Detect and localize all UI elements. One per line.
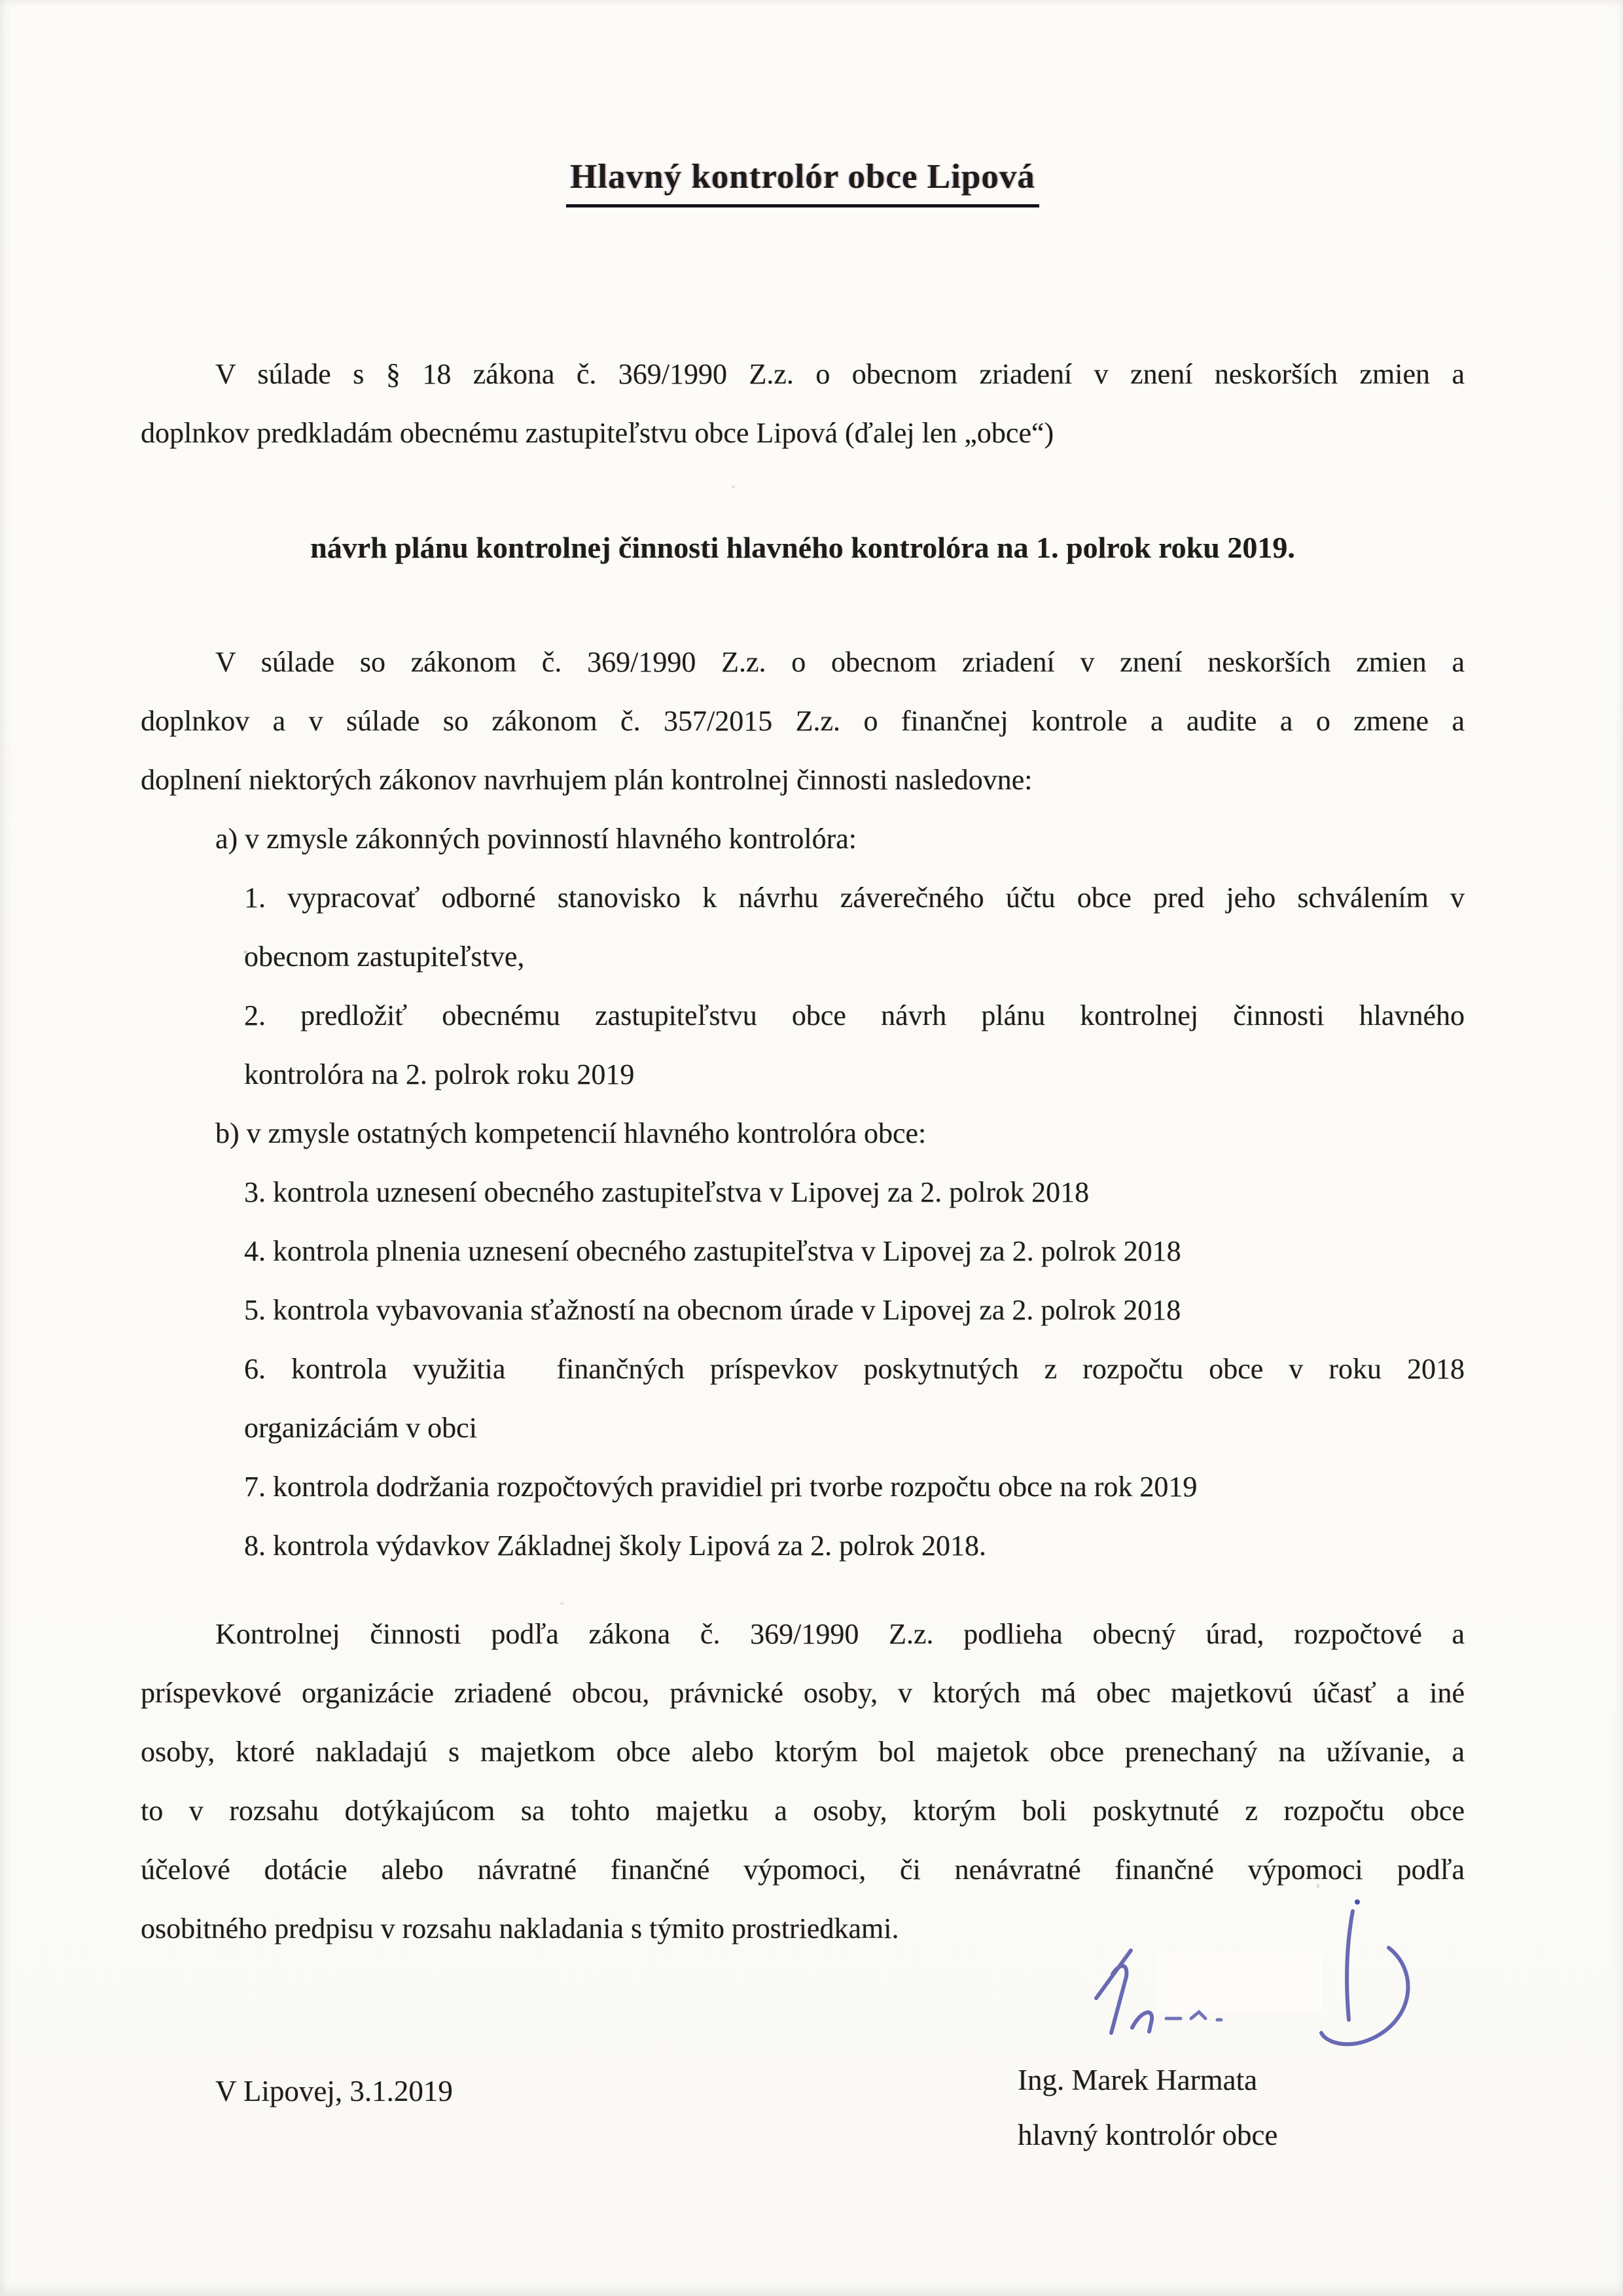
- text-line: 3. kontrola uznesení obecného zastupiteľstva v Lipovej za 2. polrok 2018: [244, 1176, 1090, 1208]
- text-line: doplnkov a v súlade so zákonom č. 357/2015 Z.z. o finančnej kontrole a audite a o zmene a: [141, 705, 1465, 737]
- text-line: 2. predložiť obecnému zastupiteľstvu obce návrh plánu kontrolnej činnosti hlavného: [244, 999, 1465, 1031]
- text-line: 4. kontrola plnenia uznesení obecného zastupiteľstva v Lipovej za 2. polrok 2018: [244, 1235, 1181, 1267]
- place-date: V Lipovej, 3.1.2019: [215, 2075, 453, 2108]
- plan-item-4: [244, 1222, 1465, 1281]
- text-line: doplnení niektorých zákonov navrhujem plán kontrolnej činnosti nasledovne:: [141, 764, 1033, 796]
- text-line: organizáciám v obci: [244, 1412, 477, 1444]
- plan-item-7: [244, 1458, 1465, 1516]
- legal-paragraph: [141, 633, 1465, 810]
- closing-paragraph: [141, 1605, 1465, 1958]
- scan-speck: [560, 1602, 563, 1605]
- intro-paragraph: [141, 345, 1465, 463]
- text-line: kontrolóra na 2. polrok roku 2019: [244, 1058, 635, 1090]
- text-line: účelové dotácie alebo návratné finančné výpomoci, či nenávratné finančné výpomoci podľa: [141, 1854, 1465, 1886]
- title-row: [141, 0, 1465, 207]
- signer-name: Ing. Marek Harmata: [1018, 2064, 1258, 2096]
- text-line: osoby, ktoré nakladajú s majetkom obce alebo ktorým bol majetok obce prenechaný na užívanie, a: [141, 1736, 1465, 1768]
- signature-block: [141, 2062, 1465, 2232]
- text-line: obecnom zastupiteľstve,: [244, 941, 525, 973]
- text-line: Kontrolnej činnosti podľa zákona č. 369/1990 Z.z. podlieha obecný úrad, rozpočtové a: [215, 1618, 1465, 1650]
- text-line: doplnkov predkladám obecnému zastupiteľstvu obce Lipová (ďalej len „obce“): [141, 417, 1054, 449]
- text-line: 6. kontrola využitia finančných príspevkov poskytnutých z rozpočtu obce v roku 2018: [244, 1353, 1465, 1385]
- scan-speck: [243, 950, 247, 954]
- scan-speck: [732, 486, 735, 488]
- text-line: 8. kontrola výdavkov Základnej školy Lipová za 2. polrok 2018.: [244, 1530, 986, 1562]
- scan-speck: [1317, 1884, 1319, 1888]
- text-line: 5. kontrola vybavovania sťažností na obecnom úrade v Lipovej za 2. polrok 2018: [244, 1294, 1181, 1326]
- text-line: 7. kontrola dodržania rozpočtových pravidiel pri tvorbe rozpočtu obce na rok 2019: [244, 1471, 1198, 1503]
- plan-item-8: [244, 1516, 1465, 1575]
- subject-heading: návrh plánu kontrolnej činnosti hlavného kontrolóra na 1. polrok roku 2019.: [310, 531, 1295, 564]
- text-line: osobitného predpisu v rozsahu nakladania s týmito prostriedkami.: [141, 1912, 899, 1945]
- plan-item-6: [244, 1340, 1465, 1458]
- text-line: príspevkové organizácie zriadené obcou, právnické osoby, v ktorých má obec majetkovú účasť a iné: [141, 1677, 1465, 1709]
- document-title: Hlavný kontrolór obce Lipová: [566, 154, 1039, 207]
- text-line: V súlade so zákonom č. 369/1990 Z.z. o obecnom zriadení v znení neskorších zmien a: [215, 646, 1465, 678]
- text-line: 1. vypracovať odborné stanovisko k návrhu záverečného účtu obce pred jeho schválením v: [244, 882, 1465, 914]
- plan-item-3: [244, 1163, 1465, 1222]
- plan-item-5: [244, 1281, 1465, 1340]
- plan-item-2: [244, 986, 1465, 1104]
- plan-item-1: [244, 869, 1465, 986]
- text-line: V súlade s § 18 zákona č. 369/1990 Z.z. o obecnom zriadení v znení neskorších zmien a: [215, 358, 1465, 390]
- signer-title: hlavný kontrolór obce: [1018, 2119, 1278, 2151]
- section-a-label: a) v zmysle zákonných povinností hlavného kontrolóra:: [215, 823, 857, 855]
- section-b-label: b) v zmysle ostatných kompetencií hlavného kontrolóra obce:: [215, 1117, 927, 1149]
- signer: [1018, 2053, 1277, 2162]
- text-line: to v rozsahu dotýkajúcom sa tohto majetku a osoby, ktorým boli poskytnuté z rozpočtu obce: [141, 1795, 1465, 1827]
